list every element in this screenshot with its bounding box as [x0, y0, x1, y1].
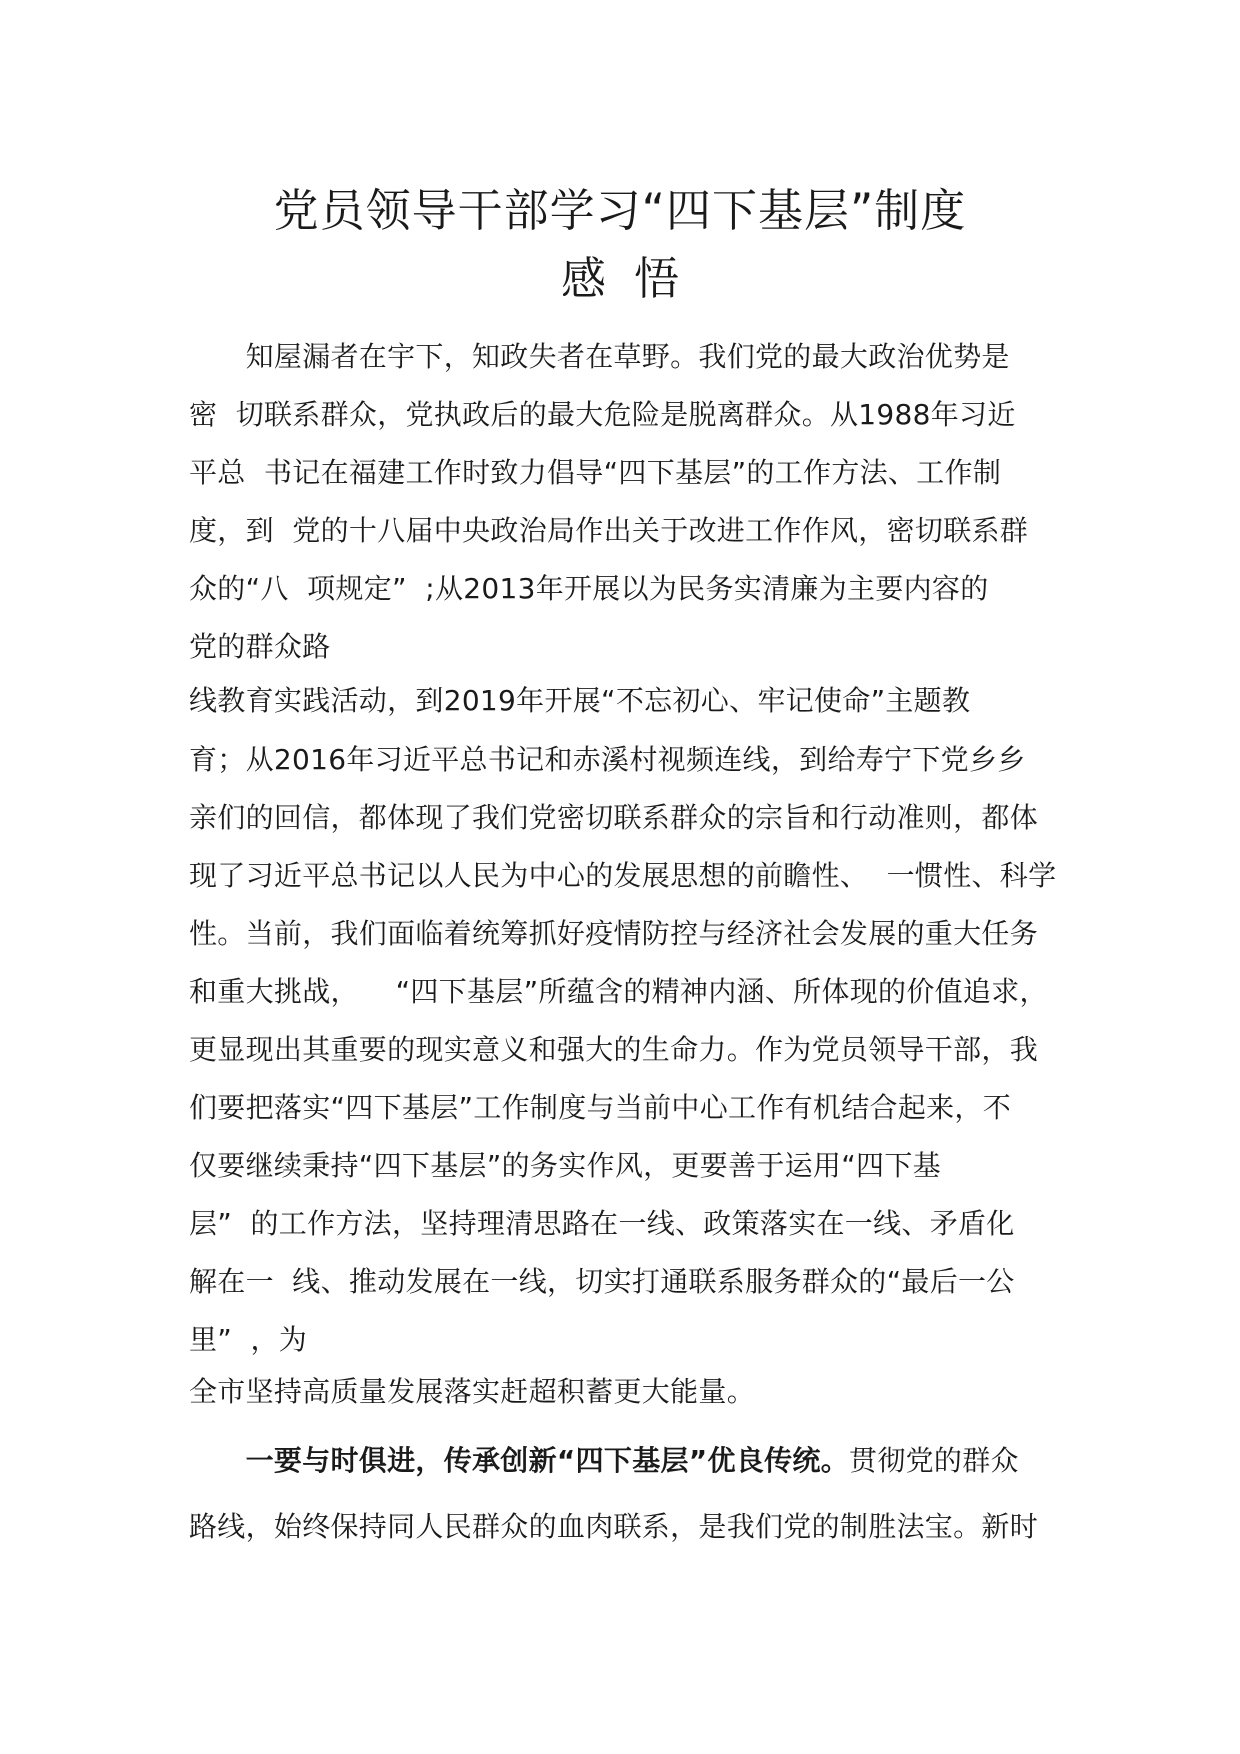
paragraph-line: 育；从2016年习近平总书记和赤溪村视频连线，到给寿宁下党乡乡: [189, 743, 1026, 776]
paragraph-line: 现了习近平总书记以人民为中心的发展思想的前瞻性、 一惯性、科学: [189, 859, 1057, 892]
paragraph-line: 们要把落实“四下基层”工作制度与当前中心工作有机结合起来，不: [189, 1091, 1012, 1124]
paragraph-line: 里” ，为: [189, 1323, 308, 1356]
paragraph-line: 线教育实践活动，到2019年开展“不忘初心、牢记使命”主题教: [189, 684, 971, 717]
document-title-line-1: 党员领导干部学习“四下基层”制度: [273, 184, 967, 237]
paragraph-line: 党的群众路: [189, 630, 331, 663]
paragraph-line: 仅要继续秉持“四下基层”的务实作风，更要善于运用“四下基: [189, 1149, 941, 1182]
paragraph-line: 度，到 党的十八届中央政治局作出关于改进工作作风，密切联系群: [189, 514, 1029, 547]
paragraph-line: 和重大挑战， “四下基层”所蕴含的精神内涵、所体现的价值追求，: [189, 975, 1048, 1008]
paragraph-line: 层” 的工作方法，坚持理清思路在一线、政策落实在一线、矛盾化: [189, 1207, 1015, 1240]
point-one-heading: 一要与时俱进，传承创新“四下基层”优良传统。: [189, 1444, 850, 1477]
document-title-line-2: 感悟: [560, 252, 707, 305]
point-one-text: 贯彻党的群众: [849, 1444, 1019, 1477]
paragraph-line: 知屋漏者在宇下，知政失者在草野。我们党的最大政治优势是: [189, 340, 1010, 373]
paragraph-line: 密 切联系群众，党执政后的最大危险是脱离群众。从1988年习近: [189, 398, 1016, 431]
paragraph-line: 解在一 线、推动发展在一线，切实打通联系服务群众的“最后一公: [189, 1265, 1015, 1298]
paragraph-line: [189, 1443, 1019, 1479]
paragraph-line: 性。当前，我们面临着统筹抓好疫情防控与经济社会发展的重大任务: [189, 917, 1039, 950]
paragraph-line: 全市坚持高质量发展落实赶超积蓄更大能量。: [189, 1375, 756, 1408]
paragraph-line: 平总 书记在福建工作时致力倡导“四下基层”的工作方法、工作制: [189, 456, 1002, 489]
paragraph-line: 亲们的回信，都体现了我们党密切联系群众的宗旨和行动准则，都体: [189, 801, 1039, 834]
paragraph-line: 众的“八 项规定” ;从2013年开展以为民务实清廉为主要内容的: [189, 572, 989, 605]
paragraph-line: 路线，始终保持同人民群众的血肉联系，是我们党的制胜法宝。新时: [189, 1510, 1039, 1543]
paragraph-line: 更显现出其重要的现实意义和强大的生命力。作为党员领导干部，我: [189, 1033, 1039, 1066]
